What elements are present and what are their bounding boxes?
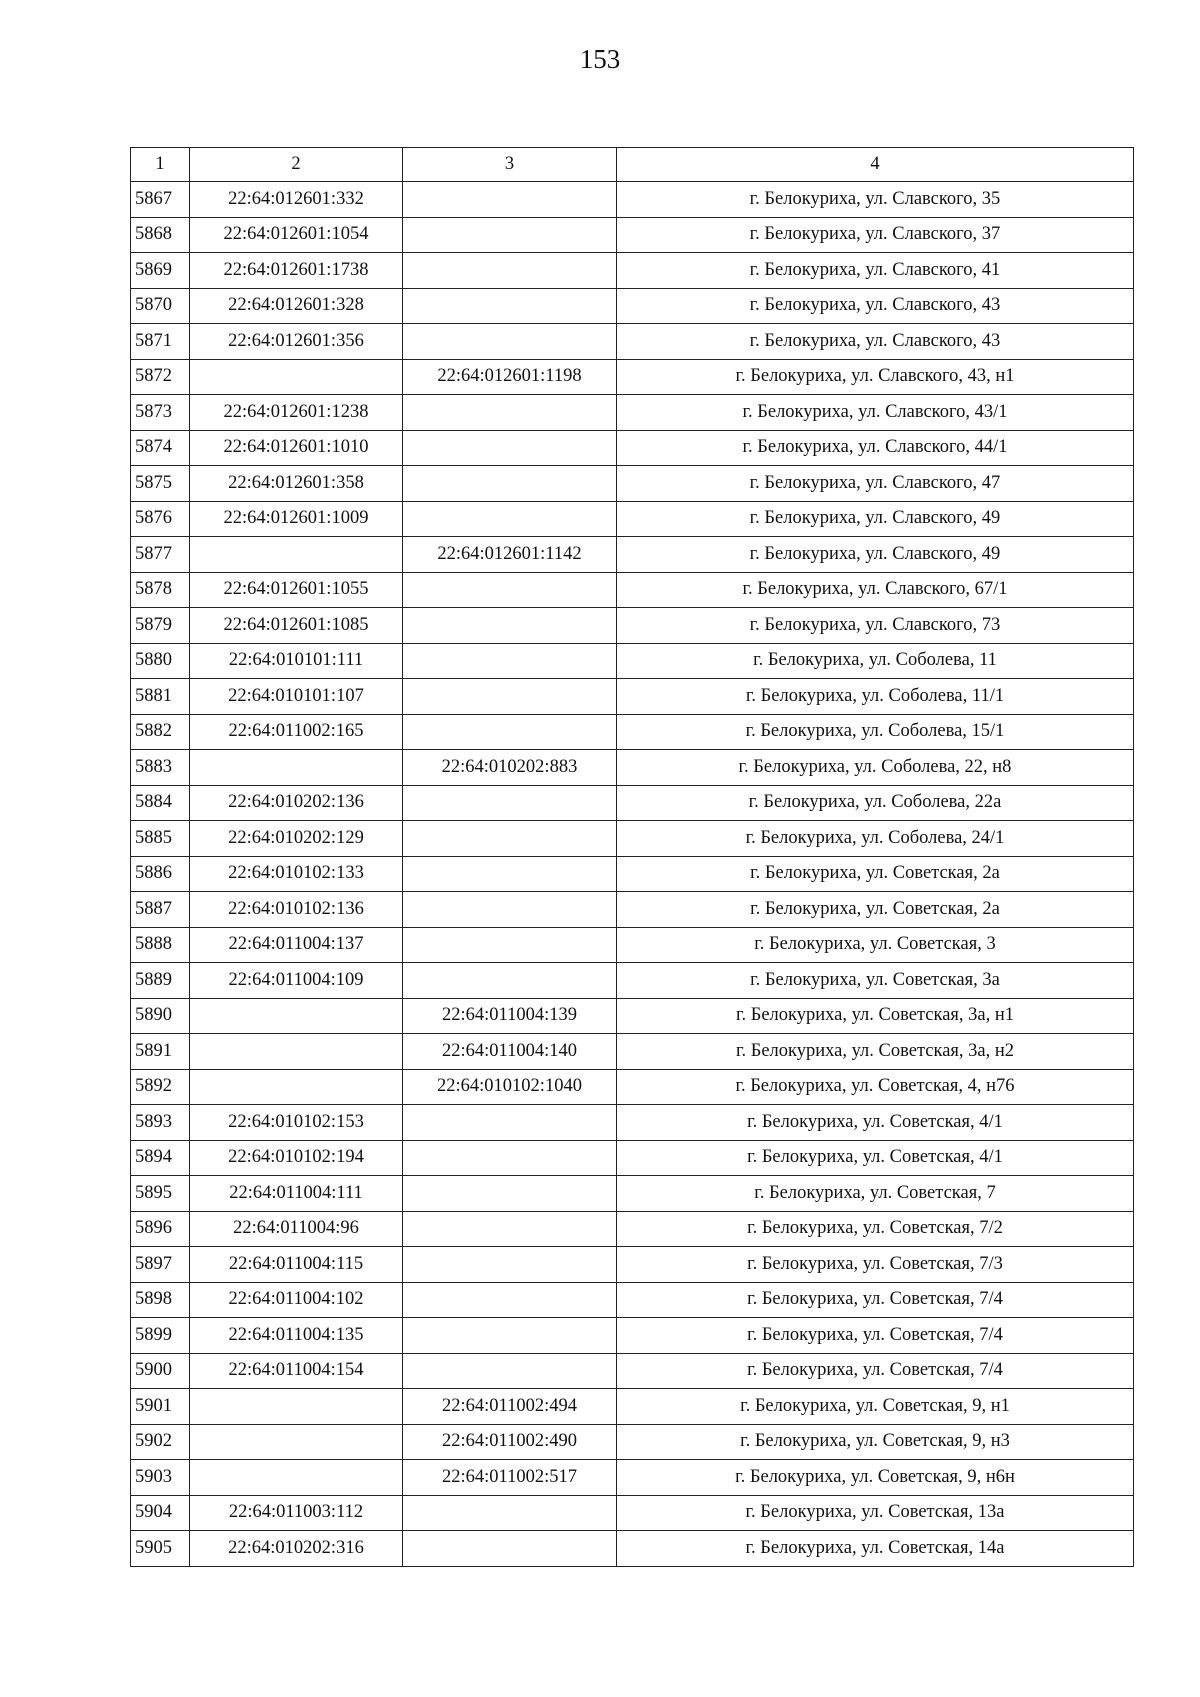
row-number: 5887 <box>131 892 190 928</box>
table-row <box>131 217 1134 253</box>
header-col-3: 3 <box>403 148 617 182</box>
table-row <box>131 395 1134 431</box>
address: г. Белокуриха, ул. Советская, 4, н76 <box>617 1069 1134 1105</box>
row-number: 5883 <box>131 750 190 786</box>
cadastral-number-col3: 22:64:010102:1040 <box>403 1069 617 1105</box>
table-row <box>131 1069 1134 1105</box>
table-row <box>131 182 1134 218</box>
address: г. Белокуриха, ул. Советская, 9, н3 <box>617 1424 1134 1460</box>
row-number: 5892 <box>131 1069 190 1105</box>
address: г. Белокуриха, ул. Славского, 35 <box>617 182 1134 218</box>
address: г. Белокуриха, ул. Соболева, 24/1 <box>617 821 1134 857</box>
table-row <box>131 608 1134 644</box>
row-number: 5903 <box>131 1460 190 1496</box>
table-row <box>131 466 1134 502</box>
cadastral-number-col3 <box>403 892 617 928</box>
address: г. Белокуриха, ул. Советская, 3 <box>617 927 1134 963</box>
address: г. Белокуриха, ул. Славского, 47 <box>617 466 1134 502</box>
cadastral-number-col3: 22:64:010202:883 <box>403 750 617 786</box>
cadastral-number-col3 <box>403 430 617 466</box>
header-col-4: 4 <box>617 148 1134 182</box>
cadastral-number-col3 <box>403 821 617 857</box>
cadastral-number-col2 <box>190 1034 403 1070</box>
address: г. Белокуриха, ул. Славского, 67/1 <box>617 572 1134 608</box>
address: г. Белокуриха, ул. Советская, 9, н1 <box>617 1389 1134 1425</box>
address: г. Белокуриха, ул. Советская, 4/1 <box>617 1140 1134 1176</box>
cadastral-number-col3 <box>403 643 617 679</box>
cadastral-number-col3: 22:64:012601:1198 <box>403 359 617 395</box>
row-number: 5870 <box>131 288 190 324</box>
cadastral-number-col3 <box>403 572 617 608</box>
cadastral-number-col2: 22:64:011004:154 <box>190 1353 403 1389</box>
table-row <box>131 1424 1134 1460</box>
table-row <box>131 927 1134 963</box>
table-row <box>131 998 1134 1034</box>
cadastral-number-col3 <box>403 1211 617 1247</box>
table-row <box>131 643 1134 679</box>
table-row <box>131 572 1134 608</box>
cadastral-number-col3 <box>403 182 617 218</box>
cadastral-number-col2: 22:64:012601:1009 <box>190 501 403 537</box>
address: г. Белокуриха, ул. Славского, 44/1 <box>617 430 1134 466</box>
row-number: 5898 <box>131 1282 190 1318</box>
cadastral-number-col2 <box>190 1069 403 1105</box>
address: г. Белокуриха, ул. Советская, 3а, н1 <box>617 998 1134 1034</box>
cadastral-number-col2: 22:64:012601:358 <box>190 466 403 502</box>
cadastral-number-col2: 22:64:011003:112 <box>190 1495 403 1531</box>
table-row <box>131 821 1134 857</box>
row-number: 5900 <box>131 1353 190 1389</box>
table-row <box>131 1176 1134 1212</box>
address: г. Белокуриха, ул. Советская, 3а <box>617 963 1134 999</box>
address: г. Белокуриха, ул. Советская, 14а <box>617 1531 1134 1567</box>
address: г. Белокуриха, ул. Соболева, 11 <box>617 643 1134 679</box>
cadastral-number-col2 <box>190 1460 403 1496</box>
cadastral-number-col3 <box>403 856 617 892</box>
cadastral-number-col3 <box>403 1495 617 1531</box>
row-number: 5877 <box>131 537 190 573</box>
table-row <box>131 430 1134 466</box>
table-row <box>131 1318 1134 1354</box>
table-row <box>131 679 1134 715</box>
cadastral-number-col2: 22:64:012601:1054 <box>190 217 403 253</box>
row-number: 5872 <box>131 359 190 395</box>
address: г. Белокуриха, ул. Славского, 49 <box>617 537 1134 573</box>
address: г. Белокуриха, ул. Соболева, 11/1 <box>617 679 1134 715</box>
cadastral-number-col3 <box>403 785 617 821</box>
row-number: 5873 <box>131 395 190 431</box>
cadastral-number-col3 <box>403 963 617 999</box>
row-number: 5881 <box>131 679 190 715</box>
table-row <box>131 785 1134 821</box>
cadastral-number-col2: 22:64:010101:111 <box>190 643 403 679</box>
cadastral-number-col3 <box>403 324 617 360</box>
table-row <box>131 537 1134 573</box>
cadastral-number-col3 <box>403 217 617 253</box>
table-row <box>131 1034 1134 1070</box>
address: г. Белокуриха, ул. Славского, 49 <box>617 501 1134 537</box>
cadastral-number-col3: 22:64:011002:490 <box>403 1424 617 1460</box>
cadastral-number-col3 <box>403 1105 617 1141</box>
cadastral-number-col2 <box>190 750 403 786</box>
cadastral-number-col3 <box>403 1247 617 1283</box>
cadastral-number-col2: 22:64:012601:1738 <box>190 253 403 289</box>
cadastral-number-col3 <box>403 1282 617 1318</box>
row-number: 5878 <box>131 572 190 608</box>
address: г. Белокуриха, ул. Советская, 4/1 <box>617 1105 1134 1141</box>
address: г. Белокуриха, ул. Советская, 2а <box>617 856 1134 892</box>
cadastral-number-col2: 22:64:010102:136 <box>190 892 403 928</box>
address: г. Белокуриха, ул. Советская, 7/3 <box>617 1247 1134 1283</box>
cadastral-number-col3 <box>403 395 617 431</box>
row-number: 5899 <box>131 1318 190 1354</box>
row-number: 5897 <box>131 1247 190 1283</box>
cadastral-number-col3 <box>403 679 617 715</box>
cadastral-number-col2: 22:64:010202:129 <box>190 821 403 857</box>
row-number: 5868 <box>131 217 190 253</box>
row-number: 5871 <box>131 324 190 360</box>
table-row <box>131 856 1134 892</box>
row-number: 5880 <box>131 643 190 679</box>
row-number: 5884 <box>131 785 190 821</box>
table-row <box>131 1495 1134 1531</box>
row-number: 5879 <box>131 608 190 644</box>
cadastral-number-col2 <box>190 998 403 1034</box>
cadastral-number-col2 <box>190 359 403 395</box>
cadastral-number-col2: 22:64:010101:107 <box>190 679 403 715</box>
cadastral-number-col3 <box>403 1140 617 1176</box>
table-row <box>131 1140 1134 1176</box>
cadastral-number-col2: 22:64:012601:1010 <box>190 430 403 466</box>
cadastral-number-col2: 22:64:011004:96 <box>190 1211 403 1247</box>
cadastral-number-col3: 22:64:011002:517 <box>403 1460 617 1496</box>
cadastral-number-col3 <box>403 1176 617 1212</box>
cadastral-number-col3 <box>403 501 617 537</box>
cadastral-number-col2: 22:64:012601:1085 <box>190 608 403 644</box>
table-row <box>131 1211 1134 1247</box>
address: г. Белокуриха, ул. Соболева, 15/1 <box>617 714 1134 750</box>
cadastral-number-col2: 22:64:011004:109 <box>190 963 403 999</box>
cadastral-number-col2: 22:64:011004:115 <box>190 1247 403 1283</box>
cadastral-number-col2: 22:64:011004:102 <box>190 1282 403 1318</box>
cadastral-number-col3: 22:64:012601:1142 <box>403 537 617 573</box>
cadastral-number-col2: 22:64:010102:153 <box>190 1105 403 1141</box>
cadastral-number-col2: 22:64:012601:356 <box>190 324 403 360</box>
table-row <box>131 1531 1134 1567</box>
address: г. Белокуриха, ул. Советская, 7/4 <box>617 1282 1134 1318</box>
address: г. Белокуриха, ул. Советская, 3а, н2 <box>617 1034 1134 1070</box>
cadastral-number-col3 <box>403 608 617 644</box>
cadastral-number-col3: 22:64:011004:140 <box>403 1034 617 1070</box>
row-number: 5891 <box>131 1034 190 1070</box>
cadastral-number-col3 <box>403 927 617 963</box>
row-number: 5889 <box>131 963 190 999</box>
table-row <box>131 963 1134 999</box>
address: г. Белокуриха, ул. Славского, 41 <box>617 253 1134 289</box>
row-number: 5901 <box>131 1389 190 1425</box>
cadastral-number-col2: 22:64:012601:1055 <box>190 572 403 608</box>
address: г. Белокуриха, ул. Славского, 73 <box>617 608 1134 644</box>
table-header <box>131 148 1134 182</box>
address: г. Белокуриха, ул. Советская, 9, н6н <box>617 1460 1134 1496</box>
row-number: 5905 <box>131 1531 190 1567</box>
table-row <box>131 1353 1134 1389</box>
address: г. Белокуриха, ул. Советская, 7/4 <box>617 1318 1134 1354</box>
address: г. Белокуриха, ул. Советская, 7/2 <box>617 1211 1134 1247</box>
cadastral-number-col3 <box>403 253 617 289</box>
row-number: 5888 <box>131 927 190 963</box>
header-col-2: 2 <box>190 148 403 182</box>
address: г. Белокуриха, ул. Соболева, 22, н8 <box>617 750 1134 786</box>
cadastral-number-col3 <box>403 714 617 750</box>
cadastral-number-col2: 22:64:012601:332 <box>190 182 403 218</box>
row-number: 5902 <box>131 1424 190 1460</box>
cadastral-number-col3 <box>403 1353 617 1389</box>
row-number: 5894 <box>131 1140 190 1176</box>
cadastral-number-col2: 22:64:012601:1238 <box>190 395 403 431</box>
page-number: 153 <box>579 44 621 74</box>
table-row <box>131 1460 1134 1496</box>
table-body <box>131 182 1134 1567</box>
row-number: 5896 <box>131 1211 190 1247</box>
cadastral-number-col2: 22:64:010102:133 <box>190 856 403 892</box>
address: г. Белокуриха, ул. Славского, 43, н1 <box>617 359 1134 395</box>
address: г. Белокуриха, ул. Славского, 37 <box>617 217 1134 253</box>
row-number: 5885 <box>131 821 190 857</box>
table-row <box>131 1247 1134 1283</box>
cadastral-number-col2: 22:64:011004:111 <box>190 1176 403 1212</box>
row-number: 5886 <box>131 856 190 892</box>
cadastral-number-col3: 22:64:011002:494 <box>403 1389 617 1425</box>
cadastral-number-col2: 22:64:010202:136 <box>190 785 403 821</box>
table-row <box>131 714 1134 750</box>
table-row <box>131 892 1134 928</box>
address: г. Белокуриха, ул. Славского, 43/1 <box>617 395 1134 431</box>
header-col-1: 1 <box>131 148 190 182</box>
cadastral-number-col3 <box>403 1318 617 1354</box>
cadastral-number-col2: 22:64:012601:328 <box>190 288 403 324</box>
address: г. Белокуриха, ул. Славского, 43 <box>617 288 1134 324</box>
address: г. Белокуриха, ул. Советская, 2а <box>617 892 1134 928</box>
cadastral-number-col3 <box>403 1531 617 1567</box>
cadastral-number-col2: 22:64:010102:194 <box>190 1140 403 1176</box>
table-row <box>131 324 1134 360</box>
address: г. Белокуриха, ул. Советская, 7 <box>617 1176 1134 1212</box>
row-number: 5867 <box>131 182 190 218</box>
cadastral-number-col3 <box>403 288 617 324</box>
header-row <box>131 148 1134 182</box>
table-row <box>131 1389 1134 1425</box>
cadastral-number-col2 <box>190 1424 403 1460</box>
address: г. Белокуриха, ул. Советская, 7/4 <box>617 1353 1134 1389</box>
row-number: 5890 <box>131 998 190 1034</box>
cadastral-number-col2: 22:64:011004:137 <box>190 927 403 963</box>
row-number: 5904 <box>131 1495 190 1531</box>
row-number: 5882 <box>131 714 190 750</box>
cadastral-number-col3: 22:64:011004:139 <box>403 998 617 1034</box>
cadastral-number-col2 <box>190 1389 403 1425</box>
cadastral-number-col3 <box>403 466 617 502</box>
table-row <box>131 1282 1134 1318</box>
cadastral-number-col2: 22:64:011004:135 <box>190 1318 403 1354</box>
registry-table <box>130 147 1134 1567</box>
table-row <box>131 253 1134 289</box>
address: г. Белокуриха, ул. Соболева, 22а <box>617 785 1134 821</box>
table-row <box>131 288 1134 324</box>
address: г. Белокуриха, ул. Советская, 13а <box>617 1495 1134 1531</box>
row-number: 5869 <box>131 253 190 289</box>
row-number: 5875 <box>131 466 190 502</box>
cadastral-number-col2: 22:64:010202:316 <box>190 1531 403 1567</box>
table-row <box>131 1105 1134 1141</box>
cadastral-number-col2: 22:64:011002:165 <box>190 714 403 750</box>
row-number: 5893 <box>131 1105 190 1141</box>
row-number: 5874 <box>131 430 190 466</box>
cadastral-number-col2 <box>190 537 403 573</box>
row-number: 5895 <box>131 1176 190 1212</box>
table-row <box>131 359 1134 395</box>
row-number: 5876 <box>131 501 190 537</box>
table-row <box>131 501 1134 537</box>
address: г. Белокуриха, ул. Славского, 43 <box>617 324 1134 360</box>
table-row <box>131 750 1134 786</box>
